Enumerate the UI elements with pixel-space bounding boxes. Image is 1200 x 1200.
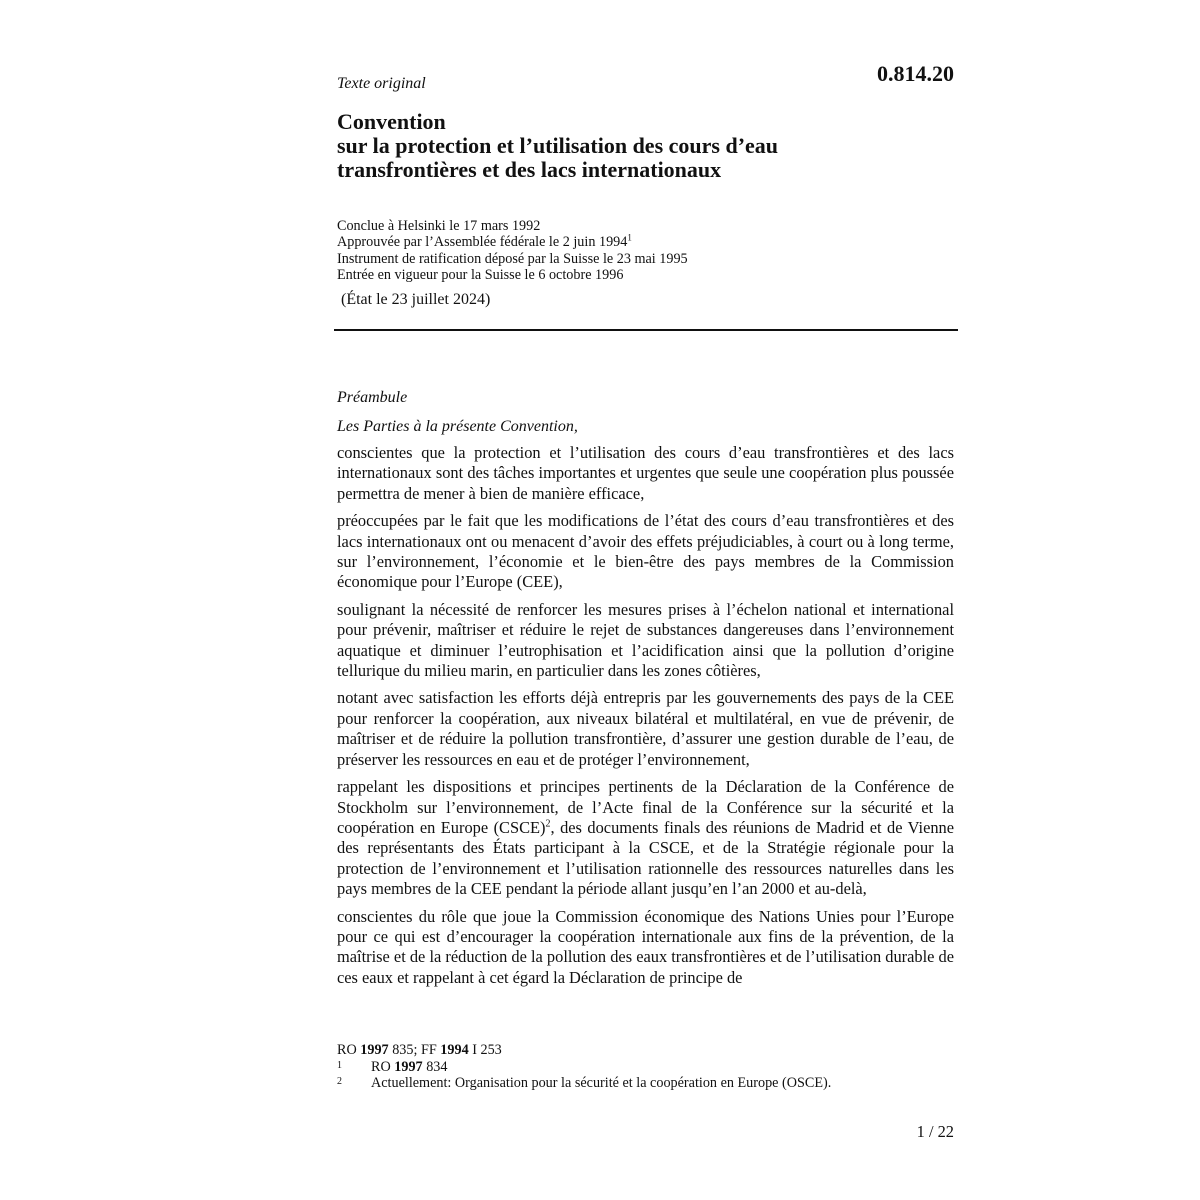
footnote-text: Actuellement: Organisation pour la sécurité et la coopération en Europe (OSCE). — [371, 1075, 832, 1092]
preamble-paragraph: soulignant la nécessité de renforcer les mesures prises à l’échelon national et international pour prévenir, maîtriser et réduire le rejet de substances dangereuses dans l’environnement aquatique et diminuer l’eutrophisation et l’acidification ainsi que la pollution d’origine tellurique du milieu marin, en particulier dans les zones côtières, — [337, 599, 954, 681]
footnote-ref-1: 1 — [627, 232, 632, 243]
status-date: (État le 23 juillet 2024) — [341, 291, 491, 308]
footnote-text — [371, 1059, 447, 1076]
preamble-paragraph — [337, 777, 954, 899]
ratification-date: Instrument de ratification déposé par la Suisse le 23 mai 1995 — [337, 250, 688, 267]
title-line-3: transfrontières et des lacs internationaux — [337, 157, 722, 182]
footnote-year: 1997 — [394, 1058, 423, 1075]
original-text-label: Texte original — [337, 75, 426, 92]
approved-date-text: Approuvée par l’Assemblée fédérale le 2 juin 1994 — [337, 234, 628, 251]
footnote-number: 1 — [337, 1059, 342, 1071]
ref-text: 835; FF — [388, 1042, 441, 1058]
page-number: 1 / 22 — [916, 1122, 954, 1141]
title-line-2: sur la protection et l’utilisation des cours d’eau — [337, 133, 779, 158]
ref-year: 1997 — [360, 1042, 389, 1058]
parties-line: Les Parties à la présente Convention, — [337, 418, 578, 435]
preamble-paragraph: conscientes que la protection et l’utilisation des cours d’eau transfrontières et des lacs internationaux sont des tâches importantes et urgentes que seule une coopération plus poussée permettra de mener à bien de manière efficace, — [337, 443, 954, 503]
preamble-paragraph: conscientes du rôle que joue la Commission économique des Nations Unies pour l’Europe pour ce qui est d’encourager la coopération internationale aux fins de la prévention, de la maîtrise et de la réduction de la pollution des eaux transfrontières et de l’utilisation durable de ces eaux et rappelant à cet égard la Déclaration de principe de — [337, 906, 954, 987]
dates-block — [337, 218, 688, 284]
footnotes — [337, 1042, 957, 1092]
ref-year: 1994 — [440, 1042, 469, 1058]
preamble-heading: Préambule — [337, 389, 408, 406]
preamble-paragraph: préoccupées par le fait que les modifications de l’état des cours d’eau transfrontières et des lacs internationaux ont ou menacent d’avoir des effets préjudiciables, à court ou à long terme, sur l’environnement, l’économie et le bien-être des pays membres de la Commission économique pour l’Europe (CEE), — [337, 511, 954, 592]
preamble-paragraph: notant avec satisfaction les efforts déjà entrepris par les gouvernements des pays de la CEE pour renforcer la coopération, aux niveaux bilatéral et multilatéral, en vue de prévenir, de maîtriser et de réduire la pollution transfrontière, d’assurer une gestion durable de l’eau, de préserver les ressources en eau et de protéger l’environnement, — [337, 688, 954, 769]
footnote-ref-2: 2 — [545, 818, 551, 830]
document-title — [337, 110, 937, 182]
footnote-suffix: 834 — [422, 1058, 448, 1075]
footnote-2 — [337, 1075, 957, 1092]
preamble-body — [337, 443, 954, 995]
ref-text: RO — [337, 1042, 361, 1058]
entry-into-force-date: Entrée en vigueur pour la Suisse le 6 octobre 1996 — [337, 267, 624, 284]
ref-text: I 253 — [468, 1042, 502, 1058]
title-line-1: Convention — [337, 109, 446, 134]
header-divider — [334, 329, 958, 331]
approved-date — [337, 234, 688, 250]
footnote-1 — [337, 1059, 957, 1076]
paragraph-text: , des documents finals des réunions de Madrid et de Vienne des représentants des États participant à la CSCE, et de la Stratégie régionale pour la protection de l’environnement et l’utilisation rationnelle des ressources naturelles dans les pays membres de la CEE pendant la période allant jusqu’en l’an 2000 et au-delà, — [337, 817, 955, 899]
sr-number: 0.814.20 — [877, 61, 954, 86]
footnote-prefix: RO — [371, 1058, 395, 1075]
publication-reference — [337, 1042, 957, 1059]
concluded-date: Conclue à Helsinki le 17 mars 1992 — [337, 218, 541, 234]
footnote-number: 2 — [337, 1076, 342, 1088]
paragraph-text: rappelant les dispositions et principes pertinents de la Déclaration de la Conférence de Stockholm sur l’environnement, de l’Acte final de la Conférence sur la sécurité et la coopération en Europe (CSCE) — [337, 777, 954, 837]
